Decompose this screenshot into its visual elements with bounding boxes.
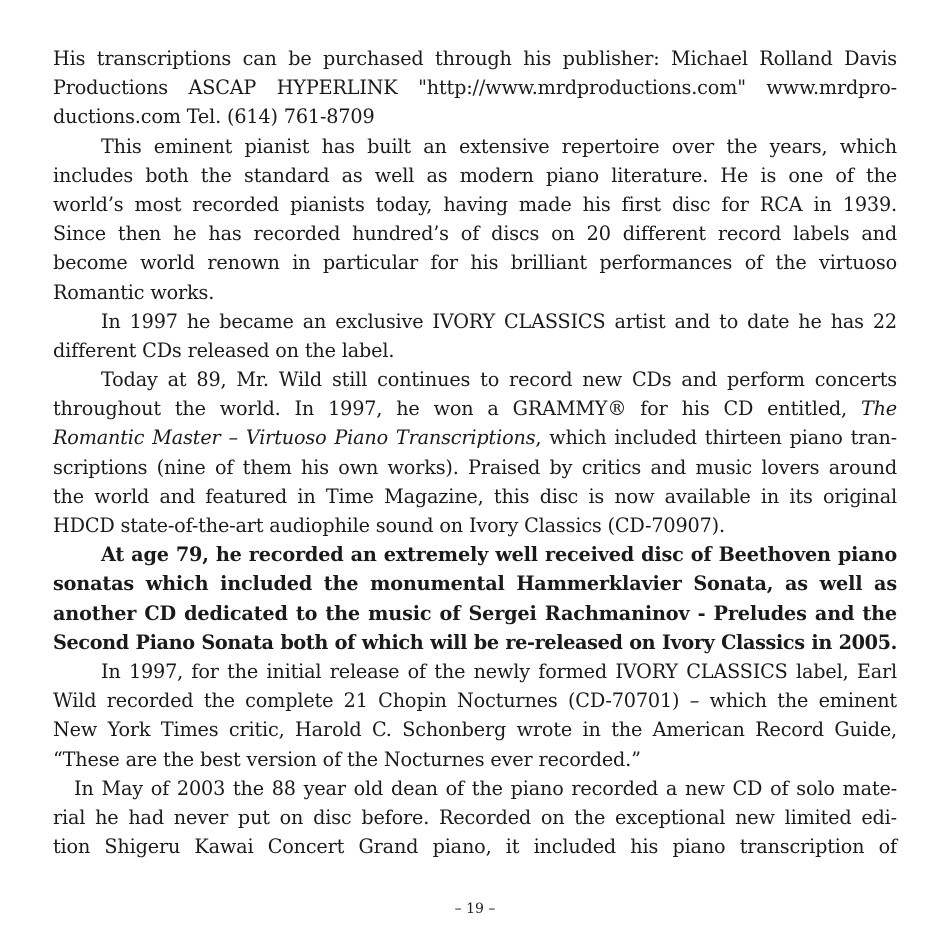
text-segment: throughout the world. In 1997, he won a GRAMMY® for his CD entitled, xyxy=(53,397,847,421)
paragraph-kawai xyxy=(53,774,897,862)
text-line: the world and featured in Time Magazine, this disc is now available in its original xyxy=(53,484,897,508)
text-line: another CD dedicated to the music of Sergei Rachmaninov - Preludes and the xyxy=(53,601,897,625)
text-line: includes both the standard as well as modern piano literature. He is one of the xyxy=(53,163,897,187)
paragraph-ivory xyxy=(53,307,897,365)
text-line: HDCD state-of-the-art audiophile sound on Ivory Classics (CD-70907). xyxy=(53,514,725,537)
text-line: His transcriptions can be purchased through his publisher: Michael Rolland Davis xyxy=(53,47,897,70)
text-line: Romantic works. xyxy=(53,280,215,304)
text-line: scriptions (nine of them his own works). Praised by critics and music lovers around xyxy=(53,455,897,479)
text-line: Productions ASCAP HYPERLINK "http://www.mrdproductions.com" www.mrdpro- xyxy=(53,76,897,100)
text-line xyxy=(53,394,897,423)
text-line: ductions.com Tel. (614) 761-8709 xyxy=(53,105,375,129)
text-line: This eminent pianist has built an extensive repertoire over the years, which xyxy=(101,134,897,158)
paragraph-publisher xyxy=(53,44,897,132)
text-line: become world renown in particular for his brilliant performances of the virtuoso xyxy=(53,251,897,275)
text-line: different CDs released on the label. xyxy=(53,338,395,362)
text-line: Since then he has recorded hundred’s of discs on 20 different record labels and xyxy=(53,222,897,246)
text-line: In 1997, for the initial release of the newly formed IVORY CLASSICS label, Earl xyxy=(101,659,897,683)
text-line: world’s most recorded pianists today, having made his first disc for RCA in 1939. xyxy=(53,192,897,216)
paragraph-nocturnes xyxy=(53,657,897,774)
text-line: tion Shigeru Kawai Concert Grand piano, it included his piano transcription of xyxy=(53,835,897,859)
text-line: sonatas which included the monumental Hammerklavier Sonata, as well as xyxy=(53,572,897,596)
album-title-start: The xyxy=(860,397,897,421)
text-line: Today at 89, Mr. Wild still continues to record new CDs and perform concerts xyxy=(101,368,897,392)
paragraph-repertoire xyxy=(53,132,897,307)
text-line: rial he had never put on disc before. Recorded on the exceptional new limited edi- xyxy=(53,805,897,829)
text-line: At age 79, he recorded an extremely well received disc of Beethoven piano xyxy=(101,543,897,567)
page-number: – 19 – xyxy=(454,901,496,917)
text-line: Wild recorded the complete 21 Chopin Nocturnes (CD-70701) – which the eminent xyxy=(53,689,897,713)
text-segment: , which included thirteen piano tran- xyxy=(535,426,897,450)
paragraph-grammy xyxy=(53,365,897,540)
document-page xyxy=(53,44,897,861)
paragraph-beethoven xyxy=(53,540,897,657)
album-title: Romantic Master – Virtuoso Piano Transcriptions xyxy=(53,426,536,450)
text-line: New York Times critic, Harold C. Schonberg wrote in the American Record Guide, xyxy=(53,718,897,742)
text-line: In May of 2003 the 88 year old dean of the piano recorded a new CD of solo mate- xyxy=(74,776,897,800)
text-line: Second Piano Sonata both of which will be re-released on Ivory Classics in 2005. xyxy=(53,630,897,654)
text-line xyxy=(53,423,897,452)
text-line: “These are the best version of the Nocturnes ever recorded.” xyxy=(53,747,641,771)
text-line: In 1997 he became an exclusive IVORY CLASSICS artist and to date he has 22 xyxy=(101,309,897,333)
